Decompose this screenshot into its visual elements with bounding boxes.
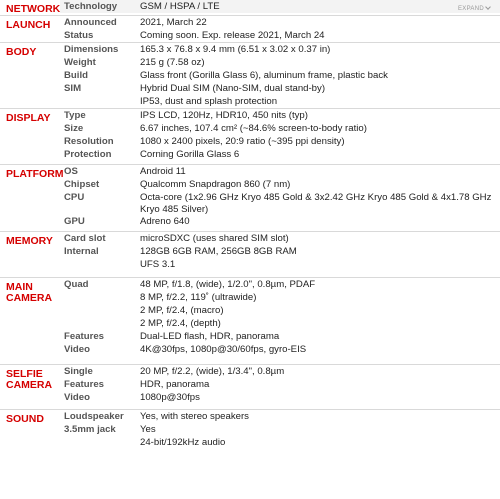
spec-value: Qualcomm Snapdragon 860 (7 nm) [140,179,291,190]
spec-value: 215 g (7.58 oz) [140,57,205,68]
spec-label[interactable]: CPU [64,192,85,203]
spec-label[interactable]: Internal [64,246,99,257]
spec-label[interactable] [60,291,140,292]
spec-value: HDR, panorama [140,379,210,390]
spec-row [60,391,500,404]
spec-label[interactable]: GPU [64,216,85,227]
spec-row [60,343,500,356]
spec-value: Adreno 640 [140,216,190,227]
section-rows [60,365,500,409]
spec-row [60,165,500,178]
spec-value: 20 MP, f/2.2, (wide), 1/3.4", 0.8µm [140,366,285,377]
spec-row [60,232,500,245]
spec-label[interactable] [60,436,140,437]
spec-row [60,43,500,56]
spec-value: Android 11 [140,166,186,177]
spec-section-display [0,108,500,164]
spec-section-sound [0,409,500,456]
spec-label[interactable] [60,95,140,96]
spec-label[interactable]: Single [64,366,93,377]
spec-section-body [0,42,500,108]
spec-row [60,365,500,378]
section-rows [60,232,500,277]
spec-label[interactable]: Loudspeaker [64,411,124,422]
spec-row [60,16,500,29]
spec-row [60,148,500,161]
spec-value: Coming soon. Exp. release 2021, March 24 [140,30,325,41]
spec-row [60,178,500,191]
spec-row [60,29,500,42]
spec-label[interactable]: Chipset [64,179,100,190]
spec-value: Yes, with stereo speakers [140,411,249,422]
spec-value: Hybrid Dual SIM (Nano-SIM, dual stand-by) [140,83,326,94]
spec-value: 1080p@30fps [140,392,200,403]
spec-value: 8 MP, f/2.2, 119˚ (ultrawide) [140,292,257,303]
section-rows [60,16,500,42]
spec-label[interactable]: Build [64,70,88,81]
spec-value: Dual-LED flash, HDR, panorama [140,331,280,342]
spec-label[interactable] [60,317,140,318]
section-rows [60,278,500,364]
spec-label[interactable]: Features [64,379,104,390]
spec-row [60,436,500,449]
spec-value: GSM / HSPA / LTE [140,1,220,12]
spec-section-main-camera [0,277,500,364]
spec-label[interactable]: Size [64,123,84,134]
spec-section-selfie-camera [0,364,500,409]
spec-section-launch [0,15,500,42]
spec-label[interactable]: Features [64,331,104,342]
section-rows [60,165,500,231]
spec-value: 128GB 6GB RAM, 256GB 8GB RAM [140,246,297,257]
spec-value: IPS LCD, 120Hz, HDR10, 450 nits (typ) [140,110,308,121]
spec-label[interactable]: Resolution [64,136,114,147]
spec-label[interactable]: Protection [64,149,112,160]
spec-value: 2 MP, f/2.4, (macro) [140,305,224,316]
section-rows [60,43,500,108]
spec-row [60,135,500,148]
spec-row [60,423,500,436]
spec-row [60,304,500,317]
spec-value: Yes [140,424,156,435]
spec-row [60,0,500,13]
spec-row [60,69,500,82]
spec-value: 165.3 x 76.8 x 9.4 mm (6.51 x 3.02 x 0.37 in) [140,44,331,55]
spec-value: 1080 x 2400 pixels, 20:9 ratio (~395 ppi density) [140,136,345,147]
spec-row [60,122,500,135]
section-title[interactable]: PLATFORM [6,168,64,180]
spec-section-network [0,0,500,15]
spec-row [60,258,500,271]
spec-value: Glass front (Gorilla Glass 6), aluminum frame, plastic back [140,70,388,81]
spec-label[interactable] [60,258,140,259]
spec-label[interactable]: Video [64,392,90,403]
spec-label[interactable]: Status [64,30,94,41]
section-rows [60,410,500,456]
section-title[interactable]: SOUND [6,413,44,425]
spec-row [60,82,500,95]
spec-row [60,109,500,122]
spec-value: microSDXC (uses shared SIM slot) [140,233,289,244]
section-rows [60,109,500,164]
spec-row [60,278,500,291]
spec-section-memory [0,231,500,277]
spec-value: IP53, dust and splash protection [140,96,278,107]
section-title[interactable]: LAUNCH [6,19,51,31]
spec-label[interactable]: Card slot [64,233,106,244]
spec-value: 2 MP, f/2.4, (depth) [140,318,221,329]
section-rows [60,0,500,15]
spec-label[interactable]: Type [64,110,86,121]
section-title[interactable]: MAIN CAMERA [6,281,53,304]
spec-value: Corning Gorilla Glass 6 [140,149,240,160]
spec-value: 6.67 inches, 107.4 cm² (~84.6% screen-to-body ratio) [140,123,367,134]
expand-label: EXPAND [457,6,484,12]
spec-row [60,215,500,228]
spec-row [60,317,500,330]
section-title[interactable]: BODY [6,46,37,58]
spec-label[interactable]: Weight [64,57,96,68]
chevron-down-icon [485,4,491,10]
spec-value: 24-bit/192kHz audio [140,437,226,448]
expand-toggle[interactable] [458,6,490,12]
spec-row [60,410,500,423]
section-title[interactable]: SELFIE CAMERA [6,368,53,391]
spec-label[interactable]: Quad [64,279,89,290]
spec-label[interactable]: Technology [64,1,118,12]
spec-label[interactable]: SIM [64,83,82,94]
spec-row [60,291,500,304]
spec-row [60,330,500,343]
spec-value: 48 MP, f/1.8, (wide), 1/2.0", 0.8µm, PDAF [140,279,316,290]
spec-label[interactable]: 3.5mm jack [64,424,116,435]
spec-value: 2021, March 22 [140,17,207,28]
section-title[interactable]: MEMORY [6,235,53,247]
spec-section-platform [0,164,500,231]
spec-value: Octa-core (1x2.96 GHz Kryo 485 Gold & 3x2.42 GHz Kryo 485 Gold & 4x1.78 GHz Kryo 485 Silver) [140,192,492,215]
spec-row [60,95,500,108]
spec-value: 4K@30fps, 1080p@30/60fps, gyro-EIS [140,344,307,355]
spec-label[interactable]: Dimensions [64,44,119,55]
spec-row [60,191,500,215]
spec-label[interactable]: OS [64,166,78,177]
section-title[interactable]: DISPLAY [6,112,51,124]
spec-row [60,56,500,69]
spec-label[interactable]: Announced [64,17,117,28]
spec-value: UFS 3.1 [140,259,176,270]
section-title[interactable]: NETWORK [6,3,61,15]
spec-label[interactable] [60,304,140,305]
spec-label[interactable]: Video [64,344,90,355]
spec-row [60,378,500,391]
spec-row [60,245,500,258]
